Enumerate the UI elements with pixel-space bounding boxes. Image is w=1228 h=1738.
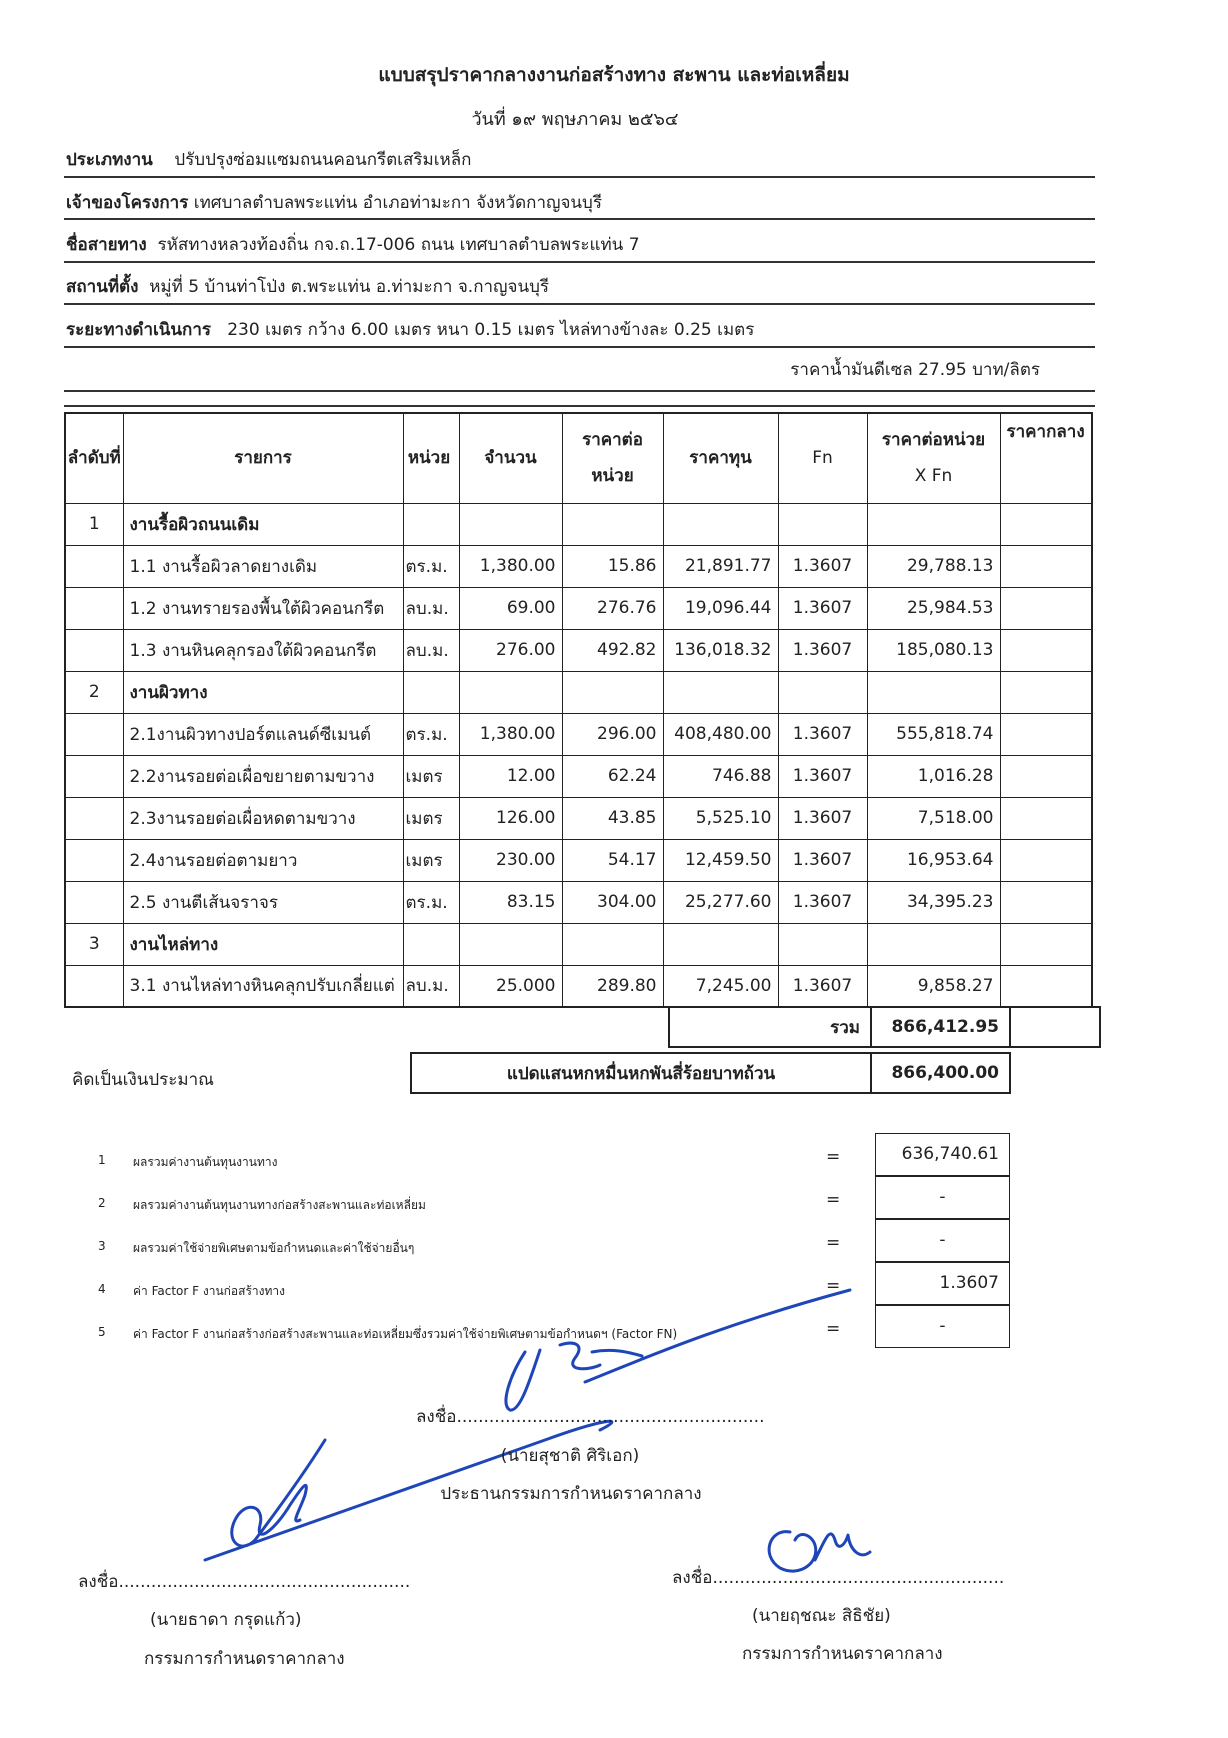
row-unit: ลบ.ม. [403,629,459,671]
row-price-per-unit: 492.82 [562,629,663,671]
row-cost: 136,018.32 [663,629,778,671]
row-item: 2.1งานผิวทางปอร์ตแลนด์ซีเมนต์ [123,713,403,755]
summary-value: 1.3607 [875,1262,1010,1305]
summary-number: 5 [98,1325,106,1339]
row-qty: 69.00 [459,587,562,629]
row-cost: 21,891.77 [663,545,778,587]
total-value: 866,412.95 [870,1006,1011,1048]
row-fn: 1.3607 [778,965,867,1007]
row-price-per-unit: 15.86 [562,545,663,587]
row-unit: ตร.ม. [403,713,459,755]
row-qty: 1,380.00 [459,545,562,587]
location-value: หมู่ที่ 5 บ้านท่าโป่ง ต.พระแท่น อ.ท่ามะกา จ.กาญจนบุรี [149,277,550,297]
row-cost: 19,096.44 [663,587,778,629]
row-item: 1.3 งานหินคลุกรองใต้ผิวคอนกรีต [123,629,403,671]
header-cost: ราคาทุน [663,413,778,503]
summary-value: - [875,1219,1010,1262]
summary-equals: = [826,1276,841,1296]
left-sign-line: ลงชื่อ...................................................... [78,1572,411,1592]
row-qty: 276.00 [459,629,562,671]
row-price-per-unit: 289.80 [562,965,663,1007]
chair-title: ประธานกรรมการกำหนดราคากลาง [440,1484,702,1504]
estimate-label: คิดเป็นเงินประมาณ [72,1070,214,1090]
row-fn: 1.3607 [778,713,867,755]
row-qty: 83.15 [459,881,562,923]
row-fn: 1.3607 [778,755,867,797]
summary-value: - [875,1176,1010,1219]
total-label: รวม [668,1006,872,1048]
header-fn: Fn [778,413,867,503]
row-item: 3.1 งานไหล่ทางหินคลุกปรับเกลี่ยแต่ [123,965,403,1007]
header-item: รายการ [123,413,403,503]
row-qty: 126.00 [459,797,562,839]
row-price-x-fn: 9,858.27 [867,965,1000,1007]
row-item: 1.1 งานรื้อผิวลาดยางเดิม [123,545,403,587]
row-price-per-unit: 54.17 [562,839,663,881]
row-unit: เมตร [403,797,459,839]
chair-name: (นายสุชาติ ศิริเอก) [500,1446,640,1466]
diesel-price: ราคาน้ำมันดีเซล 27.95 บาท/ลิตร [790,360,1040,380]
estimate-value: 866,400.00 [870,1052,1011,1094]
header-no: ลำดับที่ [65,413,123,503]
row-no: 1 [65,503,123,545]
header-qty: จำนวน [459,413,562,503]
row-fn: 1.3607 [778,545,867,587]
row-unit: เมตร [403,839,459,881]
summary-label: ผลรวมค่าใช้จ่ายพิเศษตามข้อกำหนดและค่าใช้จ่ายอื่นๆ [133,1241,415,1255]
row-qty: 230.00 [459,839,562,881]
row-cost: 12,459.50 [663,839,778,881]
row-price-per-unit: 296.00 [562,713,663,755]
row-price-per-unit: 62.24 [562,755,663,797]
row-fn: 1.3607 [778,839,867,881]
summary-label: ผลรวมค่างานต้นทุนงานทาง [133,1155,278,1169]
row-no: 3 [65,923,123,965]
route-label: ชื่อสายทาง [66,235,147,255]
work-type-value: ปรับปรุงซ่อมแซมถนนคอนกรีตเสริมเหล็ก [174,150,472,170]
summary-equals: = [826,1319,841,1339]
row-price-x-fn: 555,818.74 [867,713,1000,755]
summary-number: 4 [98,1282,106,1296]
header-price-x-fn-line1: ราคาต่อหน่วย [881,430,986,451]
row-fn: 1.3607 [778,881,867,923]
row-unit: ลบ.ม. [403,587,459,629]
page-title: แบบสรุปราคากลางงานก่อสร้างทาง สะพาน และท่อเหลี่ยม [378,64,850,86]
row-price-x-fn: 16,953.64 [867,839,1000,881]
row-no: 2 [65,671,123,713]
row-price-x-fn: 29,788.13 [867,545,1000,587]
right-title: กรรมการกำหนดราคากลาง [742,1644,943,1664]
row-item: งานไหล่ทาง [123,923,403,965]
header-unit: หน่วย [403,413,459,503]
row-unit: ตร.ม. [403,545,459,587]
summary-number: 2 [98,1196,106,1210]
row-price-x-fn: 7,518.00 [867,797,1000,839]
header-price-per-unit-line1: ราคาต่อ [582,430,643,451]
row-price-x-fn: 1,016.28 [867,755,1000,797]
estimate-text: แปดแสนหกหมื่นหกพันสี่ร้อยบาทถ้วน [410,1052,872,1094]
header-median: ราคากลาง [1000,413,1092,503]
row-cost: 25,277.60 [663,881,778,923]
row-item: 2.5 งานตีเส้นจราจร [123,881,403,923]
row-item: 2.3งานรอยต่อเผื่อหดตามขวาง [123,797,403,839]
header-price-per-unit-line2: หน่วย [591,466,634,487]
row-item: 1.2 งานทรายรองพื้นใต้ผิวคอนกรีต [123,587,403,629]
row-fn: 1.3607 [778,587,867,629]
summary-label: ผลรวมค่างานต้นทุนงานทางก่อสร้างสะพานและท่อเหลี่ยม [133,1198,426,1212]
row-price-per-unit: 304.00 [562,881,663,923]
distance-label: ระยะทางดำเนินการ [66,320,212,340]
summary-value: 636,740.61 [875,1133,1010,1176]
row-qty: 1,380.00 [459,713,562,755]
right-sign-line: ลงชื่อ...................................................... [672,1568,1005,1588]
row-fn: 1.3607 [778,629,867,671]
row-price-x-fn: 34,395.23 [867,881,1000,923]
row-price-x-fn: 185,080.13 [867,629,1000,671]
row-price-per-unit: 43.85 [562,797,663,839]
row-item: 2.4งานรอยต่อตามยาว [123,839,403,881]
route-value: รหัสทางหลวงท้องถิ่น กจ.ถ.17-006 ถนน เทศบาลตำบลพระแท่น 7 [157,235,640,255]
summary-equals: = [826,1147,841,1167]
summary-value: - [875,1305,1010,1348]
row-item: งานรื้อผิวถนนเดิม [123,503,403,545]
row-cost: 408,480.00 [663,713,778,755]
owner-label: เจ้าของโครงการ [66,193,189,213]
row-item: 2.2งานรอยต่อเผื่อขยายตามขวาง [123,755,403,797]
work-type-label: ประเภทงาน [66,150,153,170]
row-fn: 1.3607 [778,797,867,839]
location-label: สถานที่ตั้ง [66,277,139,297]
chair-signature [506,1290,850,1410]
row-unit: ลบ.ม. [403,965,459,1007]
chair-sign-line: ลงชื่อ......................................................... [416,1407,765,1427]
summary-equals: = [826,1233,841,1253]
summary-label: ค่า Factor F งานก่อสร้างก่อสร้างสะพานและท่อเหลี่ยมซึ่งรวมค่าใช้จ่ายพิเศษตามข้อกำหนดฯ (Factor FN) [133,1327,678,1341]
row-unit: ตร.ม. [403,881,459,923]
row-cost: 5,525.10 [663,797,778,839]
summary-label: ค่า Factor F งานก่อสร้างทาง [133,1284,285,1298]
row-cost: 7,245.00 [663,965,778,1007]
row-unit: เมตร [403,755,459,797]
row-item: งานผิวทาง [123,671,403,713]
row-cost: 746.88 [663,755,778,797]
summary-number: 1 [98,1153,106,1167]
header-price-x-fn-line2: X Fn [914,466,953,487]
summary-equals: = [826,1190,841,1210]
row-qty: 25.000 [459,965,562,1007]
document-date: วันที่ ๑๙ พฤษภาคม ๒๕๖๔ [471,109,679,130]
row-price-x-fn: 25,984.53 [867,587,1000,629]
distance-value: 230 เมตร กว้าง 6.00 เมตร หนา 0.15 เมตร ไหล่ทางข้างละ 0.25 เมตร [227,320,755,340]
left-name: (นายธาดา กรุดแก้ว) [150,1610,302,1630]
summary-number: 3 [98,1239,106,1253]
left-title: กรรมการกำหนดราคากลาง [144,1649,345,1669]
owner-value: เทศบาลตำบลพระแท่น อำเภอท่ามะกา จังหวัดกาญจนบุรี [193,193,602,213]
row-price-per-unit: 276.76 [562,587,663,629]
row-qty: 12.00 [459,755,562,797]
right-name: (นายฤชณะ สิธิชัย) [752,1606,891,1626]
